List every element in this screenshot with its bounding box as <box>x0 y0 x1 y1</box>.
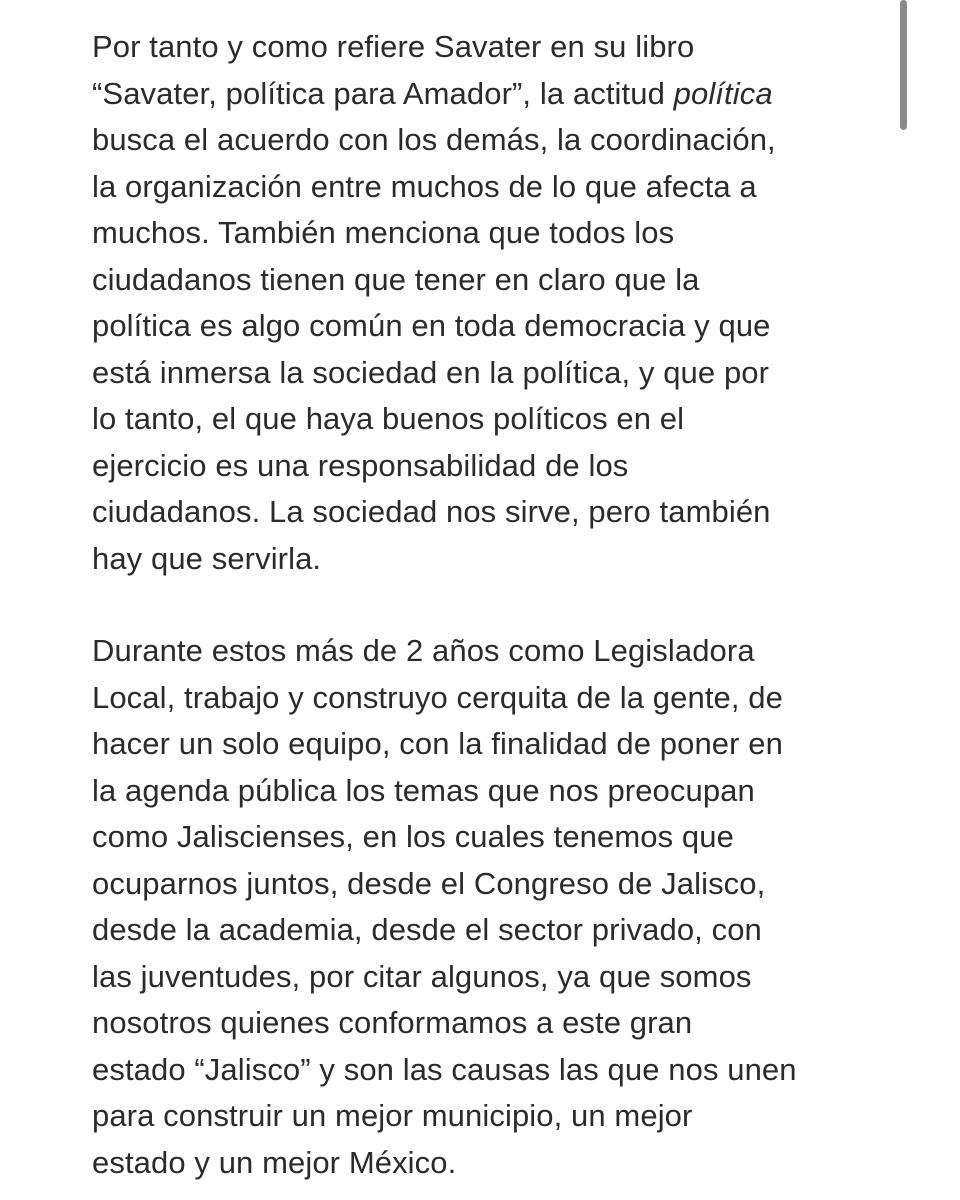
text-line <box>92 303 892 350</box>
text-run: hay que servirla. <box>92 540 322 576</box>
text-line <box>92 1093 892 1140</box>
text-run: lo tanto, el que haya buenos políticos en el <box>92 401 685 436</box>
text-line <box>92 350 892 397</box>
text-run: política es algo común en toda democracia y que <box>92 308 771 343</box>
text-line <box>92 210 892 257</box>
paragraph-1 <box>92 24 892 582</box>
text-line <box>92 628 892 675</box>
text-line <box>92 1140 892 1187</box>
text-run: estado y un mejor México. <box>92 1144 457 1180</box>
text-run: estado “Jalisco” y son las causas las que nos unen <box>92 1051 797 1087</box>
text-run: “Savater, política para Amador”, la actitud <box>92 75 674 111</box>
text-run: ciudadanos tienen que tener en claro que la <box>92 261 700 297</box>
text-line <box>92 954 892 1001</box>
text-run: las juventudes, por citar algunos, ya que somos <box>92 958 752 994</box>
text-line <box>92 861 892 908</box>
text-line <box>92 489 892 536</box>
text-line <box>92 675 892 722</box>
text-run: desde la academia, desde el sector privado, con <box>92 912 762 947</box>
text-run: nosotros quienes conformamos a este gran <box>92 1005 693 1040</box>
text-line <box>92 536 892 583</box>
text-line <box>92 257 892 304</box>
italic-text: política <box>673 75 773 111</box>
text-run: busca el acuerdo con los demás, la coordinación, <box>92 122 776 157</box>
text-line <box>92 164 892 211</box>
text-line <box>92 814 892 861</box>
text-line <box>92 1047 892 1094</box>
text-run: la organización entre muchos de lo que afecta a <box>92 168 757 204</box>
text-line <box>92 443 892 490</box>
text-run: está inmersa la sociedad en la política, y que por <box>92 354 770 390</box>
text-run: hacer un solo equipo, con la finalidad de poner en <box>92 726 783 761</box>
text-run: para construir un mejor municipio, un mejor <box>92 1098 693 1133</box>
text-run: ciudadanos. La sociedad nos sirve, pero también <box>92 494 771 529</box>
scrollbar-thumb[interactable] <box>900 0 907 130</box>
text-run: muchos. También menciona que todos los <box>92 215 675 250</box>
text-run: Por tanto y como refiere Savater en su libro <box>92 29 695 64</box>
text-run: Durante estos más de 2 años como Legisladora <box>92 633 755 668</box>
text-line <box>92 117 892 164</box>
text-run: ejercicio es una responsabilidad de los <box>92 447 629 483</box>
text-line <box>92 907 892 954</box>
text-line <box>92 768 892 815</box>
text-run: la agenda pública los temas que nos preocupan <box>92 772 755 808</box>
paragraph-2 <box>92 628 892 1186</box>
article-body <box>92 24 892 1186</box>
text-run: ocuparnos juntos, desde el Congreso de Jalisco, <box>92 865 766 901</box>
scrollbar[interactable] <box>920 0 960 1200</box>
text-run: Local, trabajo y construyo cerquita de la gente, de <box>92 679 783 715</box>
text-run: como Jaliscienses, en los cuales tenemos que <box>92 819 734 854</box>
text-line <box>92 24 892 71</box>
text-line <box>92 721 892 768</box>
text-line <box>92 396 892 443</box>
text-line <box>92 1000 892 1047</box>
text-line <box>92 71 892 118</box>
